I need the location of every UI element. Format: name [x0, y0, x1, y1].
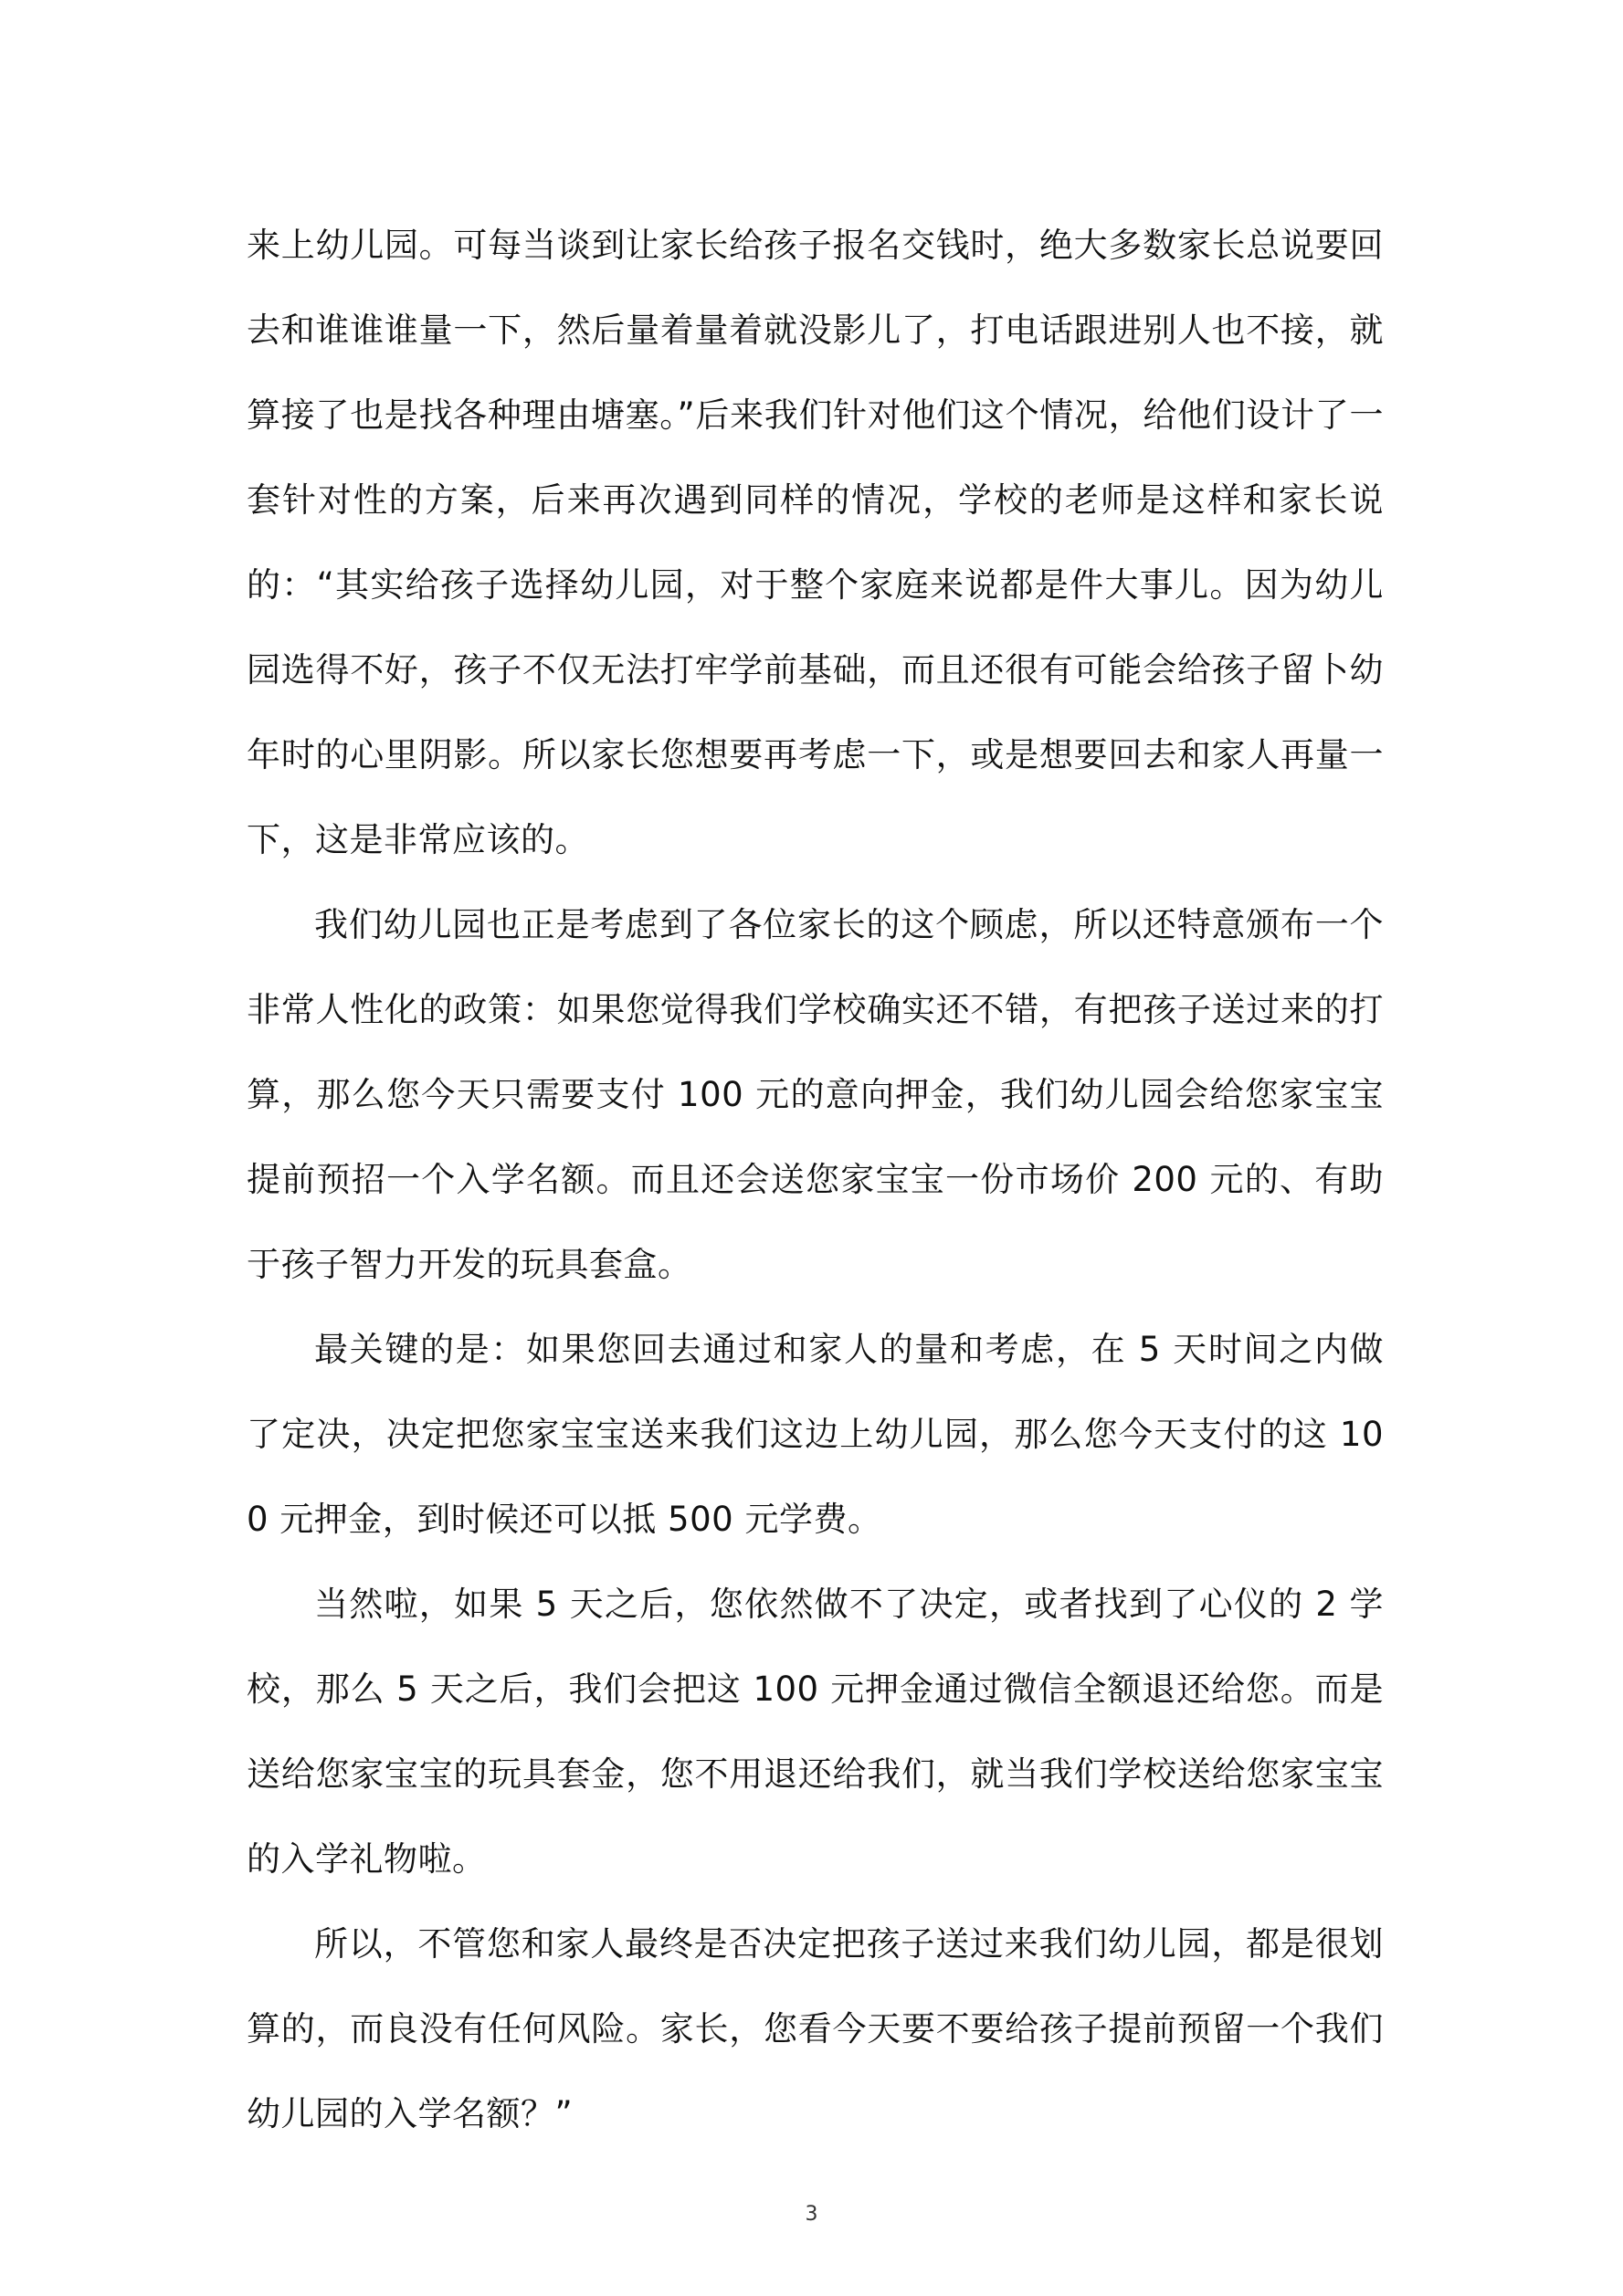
paragraph-3: 最关键的是：如果您回去通过和家人的量和考虑，在 5 天时间之内做了定决，决定把您家宝宝送来我们这边上幼儿园，那么您今天支付的这 100 元押金，到时候还可以抵 500 元学费。 — [247, 1330, 1384, 1539]
paragraph-1: 来上幼儿园。可每当谈到让家长给孩子报名交钱时，绝大多数家长总说要回去和谁谁谁量一下，然后量着量着就没影儿了，打电话跟进别人也不接，就算接了也是找各种理由塘塞。”后来我们针对他们这个情况，给他们设计了一套针对性的方案，后来再次遇到同样的情况，学校的老师是这样和家长说的：“其实给孩子选择幼儿园，对于整个家庭来说都是件大事儿。因为幼儿园选得不好，孩子不仅无法打牢学前基础，而且还很有可能会给孩子留卜幼年时的心里阴影。所以家长您想要再考虑一下，或是想要回去和家人再量一下，这是非常应该的。 — [247, 226, 1384, 859]
paragraph-2: 我们幼儿园也正是考虑到了各位家长的这个顾虑，所以还特意颁布一个非常人性化的政策：如果您觉得我们学校确实还不错，有把孩子送过来的打算，那么您今天只需要支付 100 元的意向押金，我们幼儿园会给您家宝宝提前预招一个入学名额。而且还会送您家宝宝一份市场价 200 元的、有助于孩子智力开发的玩具套盒。 — [247, 905, 1384, 1284]
document-body — [247, 203, 1384, 2156]
page-number: 3 — [805, 2203, 818, 2226]
paragraph-5: 所以，不管您和家人最终是否决定把孩子送过来我们幼儿园，都是很划算的，而良没有任何风险。家长，您看今天要不要给孩子提前预留一个我们幼儿园的入学名额？” — [247, 1924, 1384, 2133]
paragraph-4: 当然啦，如果 5 天之后，您依然做不了决定，或者找到了心仪的 2 学校，那么 5 天之后，我们会把这 100 元押金通过微信全额退还给您。而是送给您家宝宝的玩具套金，您不用退还给我们，就当我们学校送给您家宝宝的入学礼物啦。 — [247, 1585, 1384, 1879]
